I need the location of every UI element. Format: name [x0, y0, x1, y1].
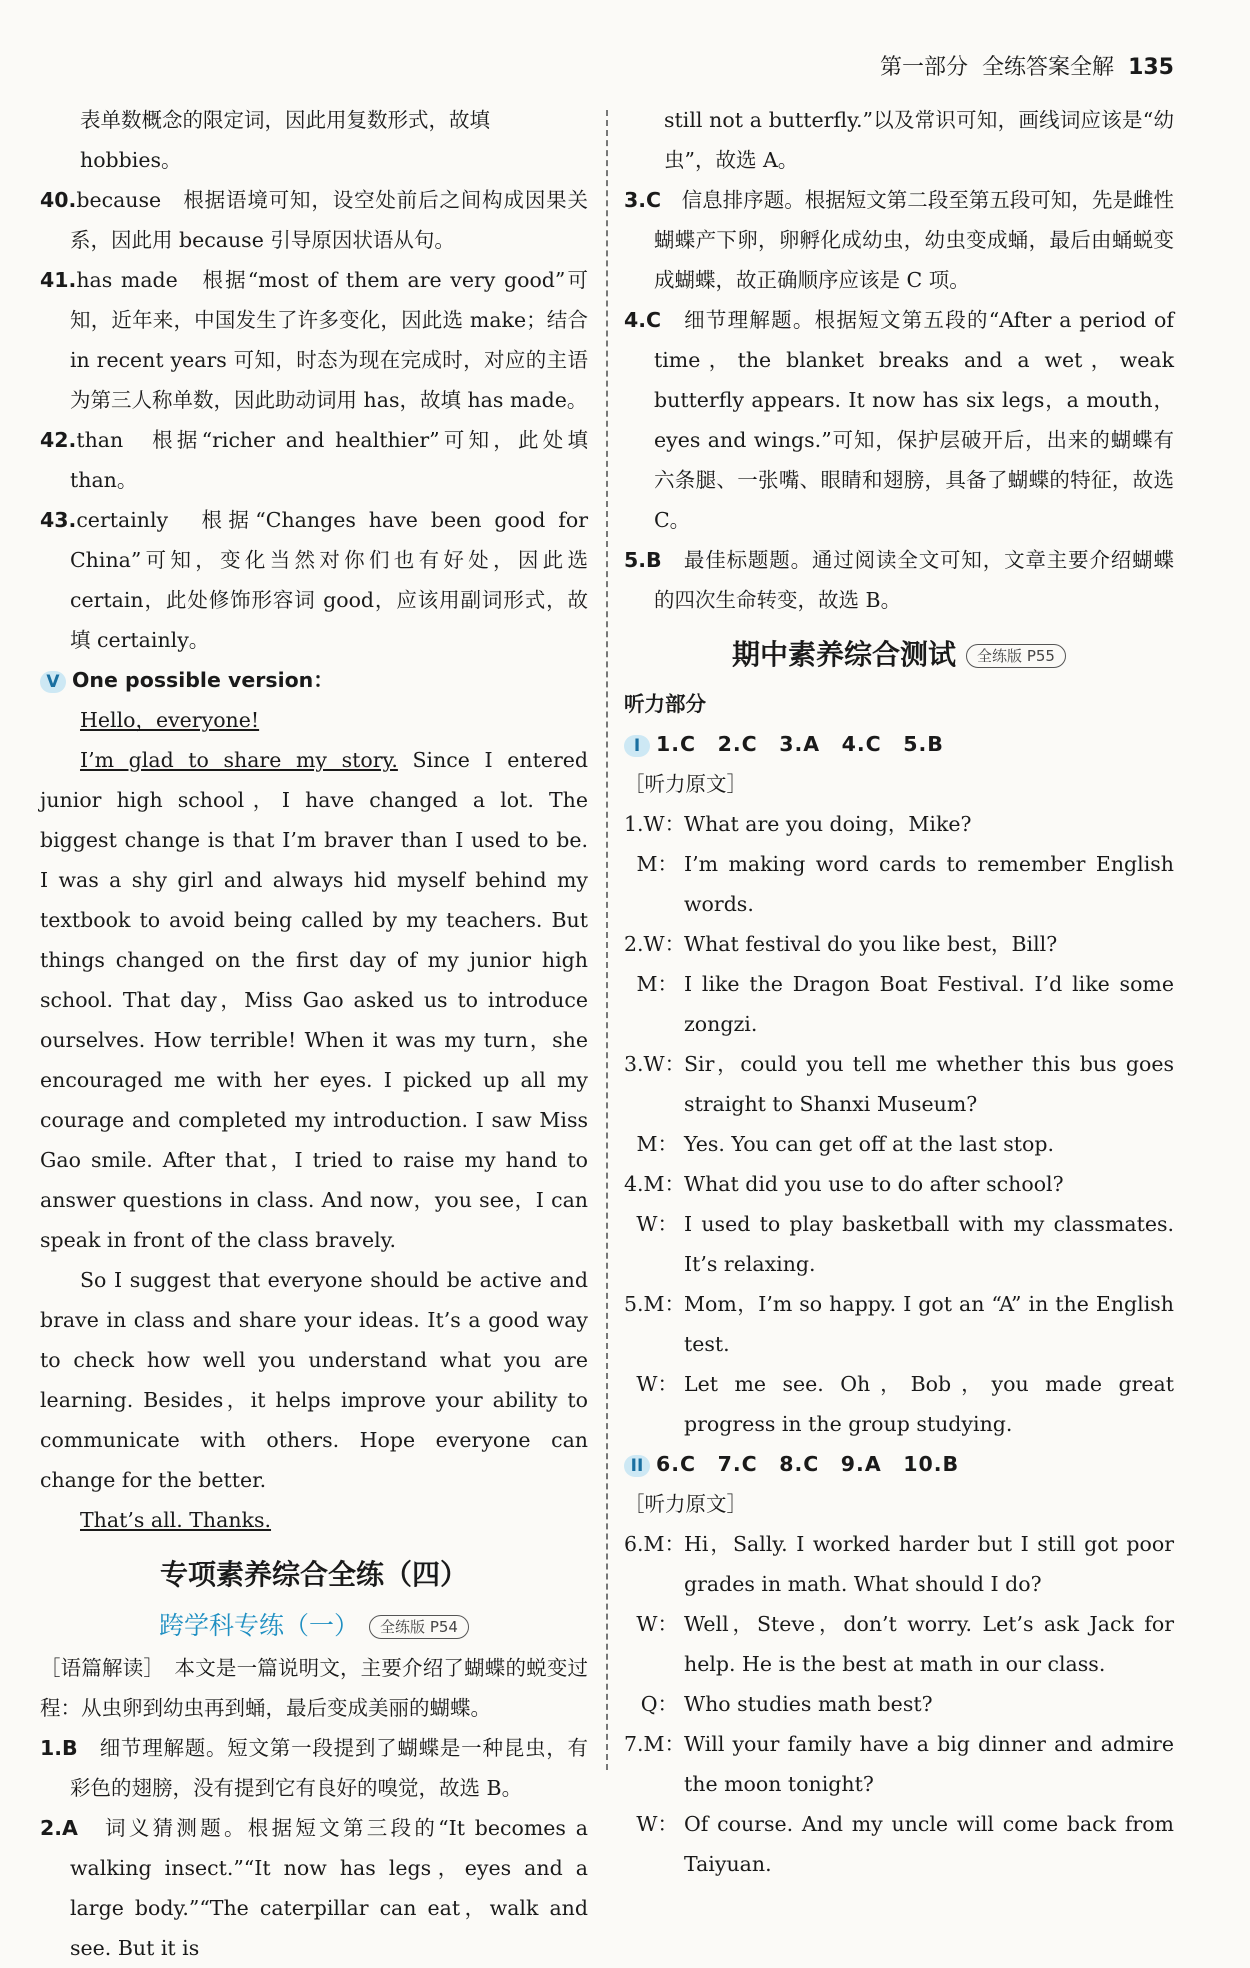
dialogue-6-q: Q： Who studies math best?	[640, 1692, 933, 1716]
script-label-2: ［听力原文］	[624, 1492, 747, 1516]
answer-43	[40, 500, 588, 660]
script-label: ［听力原文］	[624, 772, 747, 796]
answer-41-text: has made 根据“most of them are very good”可知，近年来，中国发生了许多变化，因此选 make；结合 in recent years 可知，时态为现在完成时，对应的主语为第三人称单数，因此助动词用 has，故填 has made。	[70, 268, 588, 412]
dialogue-6-m: 6.M： Hi，Sally. I worked harder but I still got poor grades in math. What should I do?	[624, 1532, 1174, 1596]
listening-heading: 听力部分	[624, 692, 706, 716]
dialogue-3-w: 3.W： Sir，could you tell me whether this bus goes straight to Shanxi Museum?	[624, 1052, 1174, 1116]
listening-answers-1: I 1.C 2.C 3.A 4.C 5.B	[624, 724, 1174, 764]
version-heading	[40, 660, 588, 700]
essay-greeting: Hello，everyone!	[80, 708, 260, 732]
essay-paragraph-2: So I suggest that everyone should be active and brave in class and share your ideas. It’s a good way to check how well you understand what you are learning. Besides，it helps improve your ability to communicate with others. Hope everyone can change for the better.	[40, 1268, 588, 1492]
reading-answer-1: 1.B 细节理解题。短文第一段提到了蝴蝶是一种昆虫，有彩色的翅膀，没有提到它有良好的嗅觉，故选 B。	[40, 1736, 588, 1800]
section-v-badge: V	[40, 671, 66, 693]
right-column	[624, 100, 1174, 1884]
essay-body-1: Since I entered junior high school，I have changed a lot. The biggest change is that I’m braver than I used to be. I was a shy girl and always hid myself behind my textbook to avoid being called by my teachers. But things changed on the first day of my junior high school. That day，Miss Gao asked us to introduce ourselves. How terrible! When it was my turn，she encouraged me with her eyes. I picked up all my courage and completed my introduction. I saw Miss Gao smile. After that，I tried to raise my hand to answer questions in class. And now，you see，I can speak in front of the class bravely.	[40, 748, 588, 1252]
page-header	[880, 50, 1174, 81]
left-column	[40, 100, 588, 1968]
dialogue-1-w: 1.W： What are you doing，Mike?	[624, 812, 972, 836]
dialogue-3-m: M： Yes. You can get off at the last stop.	[636, 1132, 1054, 1156]
analysis-label: ［语篇解读］	[40, 1656, 154, 1680]
dialogue-1-m: M： I’m making word cards to remember English words.	[636, 852, 1174, 916]
header-title: 全练答案全解	[982, 55, 1115, 80]
dialogue-2-m: M： I like the Dragon Boat Festival. I’d like some zongzi.	[636, 972, 1174, 1036]
reading-answer-3: 3.C 信息排序题。根据短文第二段至第五段可知，先是雌性蝴蝶产下卵，卵孵化成幼虫，幼虫变成蛹，最后由蛹蜕变成蝴蝶，故正确顺序应该是 C 项。	[624, 188, 1174, 292]
midterm-page-tag: 全练版 P55	[966, 644, 1066, 668]
section-ii-badge: II	[624, 1455, 650, 1477]
essay-paragraph-1	[40, 740, 588, 1260]
reading-answer-4: 4.C 细节理解题。根据短文第五段的“After a period of time，the blanket breaks and a wet，weak butterfly appears. It now has six legs，a mouth，eyes and wings.”可知，保护层破开后，出来的蝴蝶有六条腿、一张嘴、眼睛和翅膀，具备了蝴蝶的特征，故选 C。	[624, 308, 1174, 532]
dialogue-7-w: W： Of course. And my uncle will come back from Taiyuan.	[636, 1812, 1174, 1876]
reading-answer-5: 5.B 最佳标题题。通过阅读全文可知，文章主要介绍蝴蝶的四次生命转变，故选 B。	[624, 548, 1174, 612]
answer-40	[40, 180, 588, 260]
passage-analysis	[40, 1648, 588, 1728]
dialogue-2-w: 2.W： What festival do you like best，Bill?	[624, 932, 1058, 956]
header-section: 第一部分	[880, 55, 969, 80]
dialogue-4-w: W： I used to play basketball with my classmates. It’s relaxing.	[636, 1212, 1174, 1276]
analysis-text: 本文是一篇说明文，主要介绍了蝴蝶的蜕变过程：从虫卵到幼虫再到蛹，最后变成美丽的蝴蝶。	[40, 1656, 589, 1720]
answer-43-text: certainly 根据“Changes have been good for China”可知，变化当然对你们也有好处，因此选 certain，此处修饰形容词 good，应该用副词形式，故填 certainly。	[70, 508, 588, 652]
dialogue-5-m: 5.M： Mom，I’m so happy. I got an “A” in the English test.	[624, 1292, 1174, 1356]
answer-42-number: 42.	[40, 428, 77, 452]
version-title: One possible version：	[72, 668, 334, 692]
essay-opening: I’m glad to share my story.	[80, 748, 398, 772]
dialogue-7-m: 7.M： Will your family have a big dinner and admire the moon tonight?	[624, 1732, 1174, 1796]
essay-ending: That’s all. Thanks.	[80, 1508, 272, 1532]
answer-42-text: than 根据“richer and healthier”可知，此处填 than。	[70, 428, 588, 492]
reading-answer-2: 2.A 词义猜测题。根据短文第三段的“It becomes a walking insect.”“It now has legs，eyes and a large body.”“The caterpillar can eat，walk and see. But it is	[40, 1816, 588, 1960]
midterm-title: 期中素养综合测试 全练版 P55	[624, 632, 1174, 678]
page-number: 135	[1128, 55, 1174, 80]
hobbies-line-2: hobbies。	[80, 148, 182, 172]
dialogue-5-w: W： Let me see. Oh，Bob，you made great progress in the group studying.	[636, 1372, 1174, 1436]
answer-40-number: 40.	[40, 188, 77, 212]
answer-41	[40, 260, 588, 420]
reading-answer-2-continued: still not a butterfly.”以及常识可知，画线词应该是“幼虫”，故选 A。	[664, 108, 1174, 172]
subsection-title: 跨学科专练（一） 全练版 P54	[40, 1604, 588, 1648]
answer-43-number: 43.	[40, 508, 77, 532]
dialogue-4-m: 4.M： What did you use to do after school?	[624, 1172, 1064, 1196]
answer-40-text: because 根据语境可知，设空处前后之间构成因果关系，因此用 because 引导原因状语从句。	[70, 188, 588, 252]
answer-41-number: 41.	[40, 268, 77, 292]
section-title: 专项素养综合全练（四）	[159, 1558, 468, 1591]
section-i-badge: I	[624, 735, 650, 757]
answer-42	[40, 420, 588, 500]
column-divider	[606, 110, 608, 1770]
listening-answers-2: II 6.C 7.C 8.C 9.A 10.B	[624, 1444, 1174, 1484]
dialogue-6-w: W： Well，Steve，don’t worry. Let’s ask Jack for help. He is the best at math in our class.	[636, 1612, 1174, 1676]
page-ref-tag: 全练版 P54	[369, 1615, 469, 1639]
hobbies-line-1: 表单数概念的限定词，因此用复数形式，故填	[80, 108, 490, 132]
